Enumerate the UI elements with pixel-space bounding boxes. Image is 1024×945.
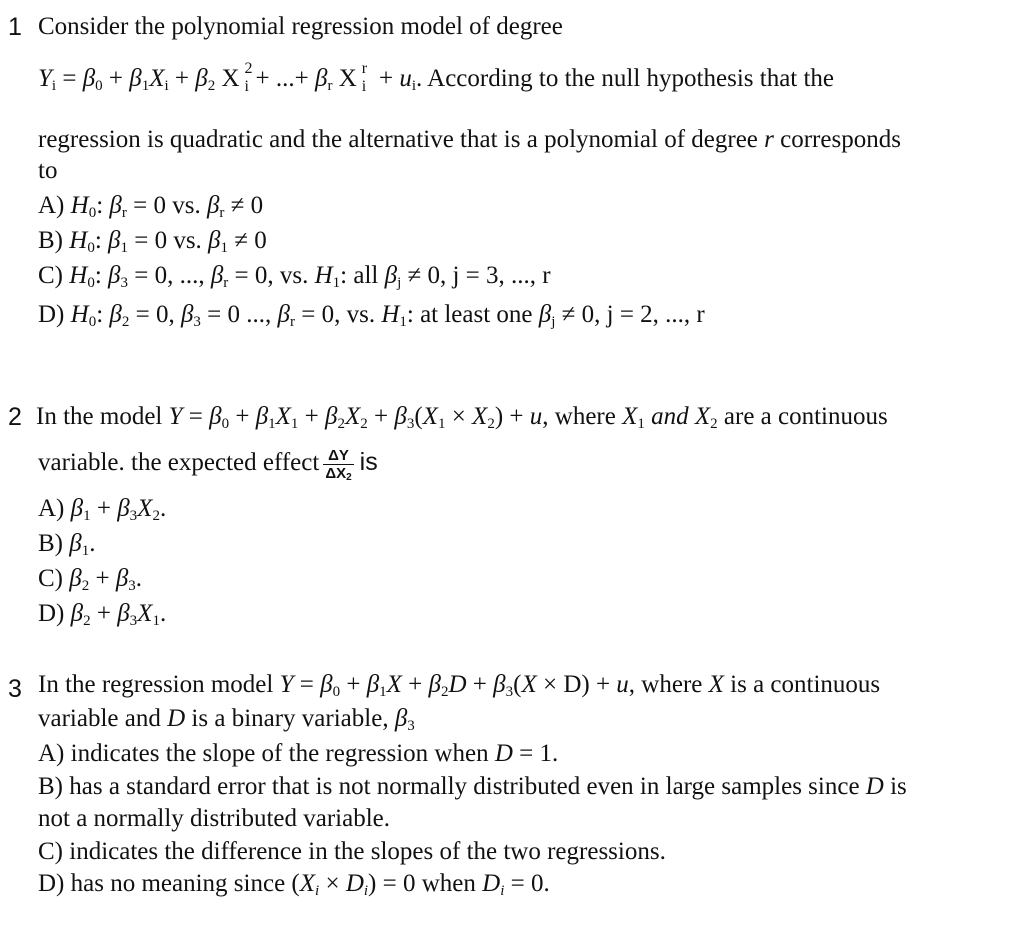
option-label: A): [38, 192, 65, 219]
option-c: C) $H_0$: $\beta_3 = 0$, ..., $\beta_r = 0$, vs. $H_1$: all $\beta_j \ne 0$, j = 3, ..., r: [38, 262, 551, 291]
stem-text: is: [359, 448, 378, 477]
option-a: A) indicates the slope of the regression when D = 1.: [38, 740, 559, 767]
option-a: A) $\beta_1 + \beta_3X_2$.: [38, 495, 167, 524]
question-number: 2: [8, 403, 22, 431]
delta-fraction: $\frac{\Delta Y}{\Delta X_2}$: [325, 447, 352, 483]
option-label: D): [38, 301, 65, 328]
stem-and: and: [651, 403, 689, 430]
option-label: B): [38, 227, 63, 254]
option-text: is: [890, 773, 907, 800]
stem-text: In the model: [36, 403, 163, 430]
option-d: D) $H_0$: $\beta_2 = 0$, $\beta_3 = 0$ ..., $\beta_r = 0$, vs. $H_1$: at least one $\beta_j \ne 0$, j = 2, ..., r: [38, 301, 705, 330]
option-label: D): [38, 600, 65, 627]
stem-text: , where: [542, 403, 616, 430]
option-label: B): [38, 530, 63, 557]
question-stem-continued: [38, 125, 901, 155]
option-c: [38, 837, 666, 867]
option-label: C): [38, 838, 63, 865]
option-d: D) $\beta_2 + \beta_3X_1$.: [38, 600, 167, 629]
stem-text: is a binary variable,: [191, 705, 389, 732]
stem-text: , where: [628, 671, 703, 698]
option-label: C): [38, 565, 63, 592]
question-stem: Consider the polynomial regression model of degree: [38, 13, 563, 40]
question-stem-continued: [38, 447, 378, 482]
stem-wrap: to: [38, 157, 58, 184]
question-stem: In the regression model $Y = \beta_0 + \beta_1X + \beta_2D + \beta_3(X \times D) + u$, where X is a continuous: [38, 671, 881, 700]
question-number: 3: [8, 675, 22, 703]
option-d: D) has no meaning since $(X_i \times D_i) = 0$ when $D_i = 0$.: [38, 870, 550, 899]
option-a: A) $H_0$: $\beta_r = 0$ vs. $\beta_r \ne 0$: [38, 192, 264, 221]
stem-text: regression is quadratic and the alternative that is a polynomial of degree: [38, 126, 758, 153]
stem-text: variable. the expected effect: [38, 449, 320, 477]
stem-var: r: [764, 126, 774, 153]
stem-text: are a continuous: [723, 403, 888, 430]
option-b: B) $H_0$: $\beta_1 = 0$ vs. $\beta_1 \ne 0$: [38, 227, 267, 256]
option-text: has a standard error that is not normally distributed even in large samples since: [69, 773, 860, 800]
stem-text: is a continuous: [730, 671, 881, 698]
option-b: B) $\beta_1$.: [38, 530, 96, 559]
option-label: B): [38, 773, 63, 800]
option-label: D): [38, 870, 65, 897]
question-stem-continued: variable and D is a binary variable, $\beta_3$: [38, 705, 415, 734]
option-label: C): [38, 262, 63, 289]
stem-text: In the regression model: [38, 671, 274, 698]
option-label: A): [38, 740, 65, 767]
question-number: 1: [8, 13, 22, 41]
option-text: has no meaning since: [70, 870, 286, 897]
stem-end: corresponds: [780, 126, 901, 153]
question-stem: In the model $Y = \beta_0 + \beta_1X_1 + \beta_2X_2 + \beta_3(X_1 \times X_2) + u$, where $X_1$ and $X_2$ are a continuous: [36, 403, 888, 432]
model-equation: $Y_i = \beta_0 + \beta_1X_i + \beta_2$ X 2 i + ...+ $\beta_r$ X r i + $u_i$. According to the null hypothesis that the: [38, 60, 835, 95]
option-b-continued: not a normally distributed variable.: [38, 805, 390, 832]
option-c: C) $\beta_2 + \beta_3$.: [38, 565, 143, 594]
option-text: indicates the difference in the slopes of the two regressions.: [69, 838, 666, 865]
equation-tail-text: . According to the null hypothesis that the: [416, 65, 835, 92]
option-label: A): [38, 495, 65, 522]
option-b: B) has a standard error that is not normally distributed even in large samples since D is: [38, 773, 907, 800]
option-text: indicates the slope of the regression when: [70, 740, 489, 767]
stem-text: variable and: [38, 705, 161, 732]
option-text: when: [421, 870, 476, 897]
